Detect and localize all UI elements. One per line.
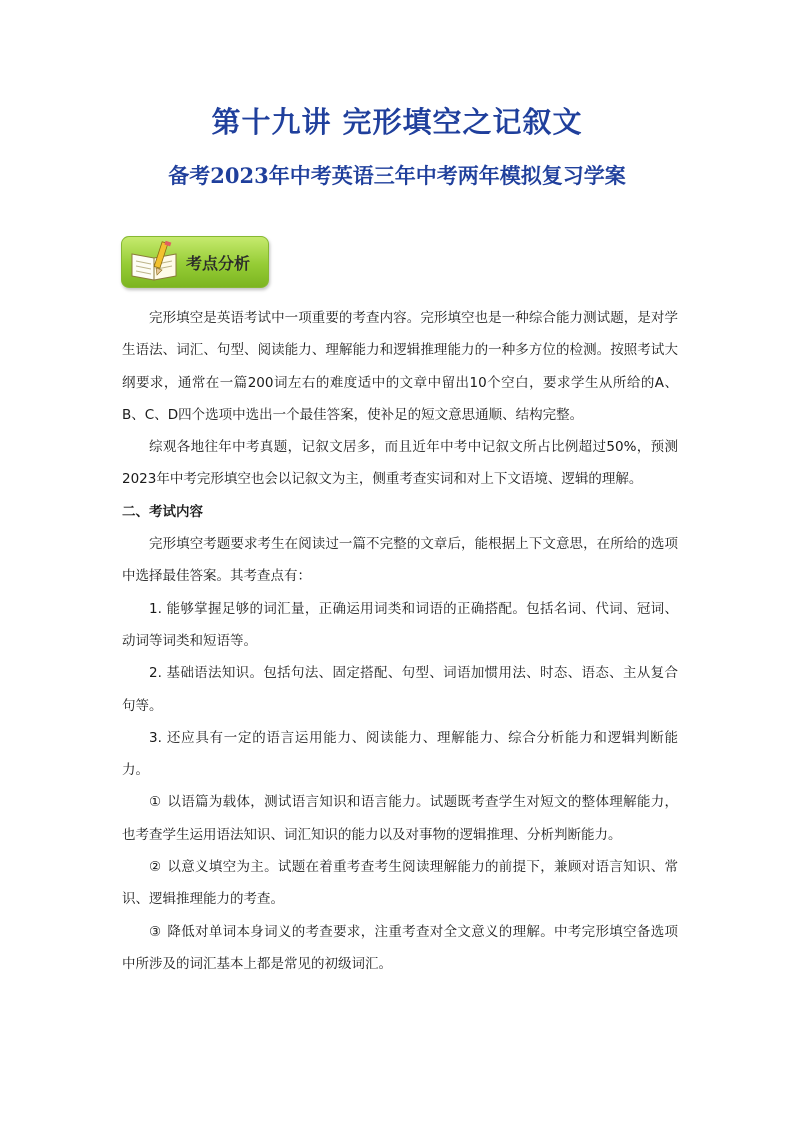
circled-number-1: ①: [149, 794, 162, 811]
paragraph-section-intro: 完形填空考题要求考生在阅读过一篇不完整的文章后，能根据上下文意思，在所给的选项中选择最佳答案。其考查点有：: [122, 536, 678, 585]
paragraph-intro-1: 完形填空是英语考试中一项重要的考查内容。完形填空也是一种综合能力测试题，是对学生语法、词汇、句型、阅读能力、理解能力和逻辑推理能力的一种多方位的检测。按照考试大纲要求，通常在一篇200词左右的难度适中的文章中留出10个空白，要求学生从所给的A、B、C、D四个选项中选出一个最佳答案，使补足的短文意思通顺、结构完整。: [122, 310, 678, 423]
sub-item-1-text: 以语篇为载体，测试语言知识和语言能力。试题既考查学生对短文的整体理解能力，也考查学生运用语法知识、词汇知识的能力以及对事物的逻辑推理、分析判断能力。: [122, 794, 679, 843]
badge-label: 考点分析: [186, 254, 251, 273]
sub-item-3: [122, 916, 678, 981]
list-item-1: 1. 能够掌握足够的词汇量，正确运用词类和词语的正确搭配。包括名词、代词、冠词、动词等词类和短语等。: [122, 600, 678, 649]
sub-item-2: [122, 851, 678, 916]
sub-item-3-text: 降低对单词本身词义的考查要求，注重考查对全文意义的理解。中考完形填空备选项中所涉及的词汇基本上都是常见的初级词汇。: [122, 923, 679, 972]
open-book-with-pencil-icon: [128, 240, 184, 284]
circled-number-2: ②: [149, 859, 162, 876]
paragraph-intro-2: 综观各地往年中考真题，记叙文居多，而且近年中考中记叙文所占比例超过50%，预测2023年中考完形填空也会以记叙文为主，侧重考查实词和对上下文语境、逻辑的理解。: [122, 439, 678, 488]
section-heading: 二、考试内容: [122, 503, 203, 520]
circled-number-3: ③: [149, 923, 162, 940]
main-title: 第十九讲 完形填空之记叙文: [211, 105, 583, 139]
sub-title: 备考2023年中考英语三年中考两年模拟复习学案: [168, 163, 626, 188]
sub-item-2-text: 以意义填空为主。试题在着重考查考生阅读理解能力的前提下，兼顾对语言知识、常识、逻辑推理能力的考查。: [122, 859, 679, 908]
section-badge: [121, 236, 269, 288]
sub-item-1: [122, 786, 678, 851]
list-item-2: 2. 基础语法知识。包括句法、固定搭配、句型、词语加惯用法、时态、语态、主从复合句等。: [122, 665, 678, 714]
list-item-3: 3. 还应具有一定的语言运用能力、阅读能力、理解能力、综合分析能力和逻辑判断能力。: [122, 729, 678, 779]
document-body: [122, 302, 678, 980]
